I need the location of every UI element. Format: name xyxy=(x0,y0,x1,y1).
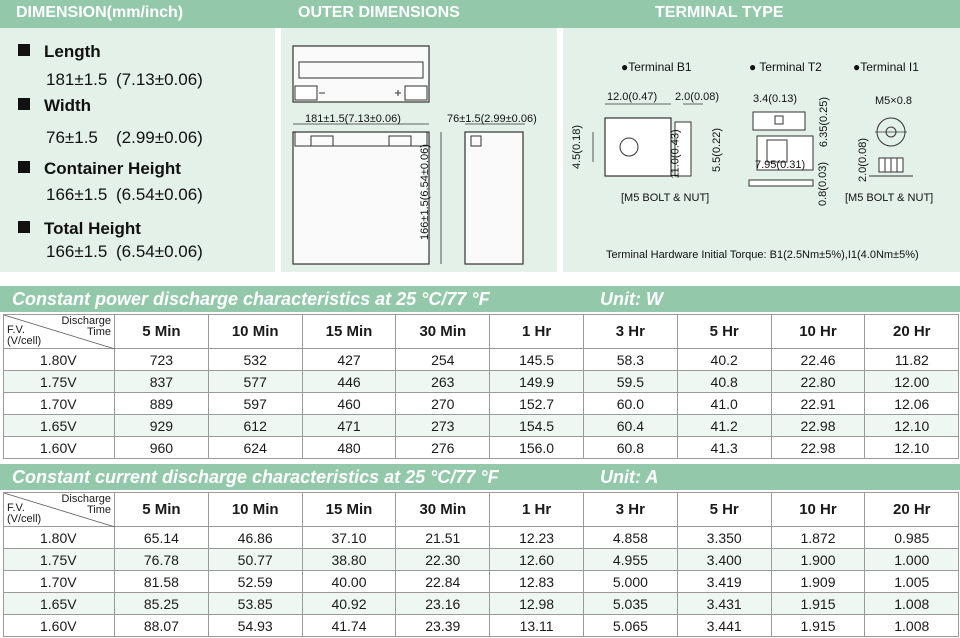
discharge-time-label: Discharge Time xyxy=(61,315,111,338)
dimension-panel xyxy=(0,28,275,272)
fv-cell: 1.80V xyxy=(4,527,115,549)
outer-dimensions-panel xyxy=(281,28,557,272)
col-header: 3 Hr xyxy=(583,493,677,527)
value-cell: 22.30 xyxy=(396,549,490,571)
col-header: 5 Min xyxy=(115,315,209,349)
value-cell: 58.3 xyxy=(583,349,677,371)
dim-total-height-label: Total Height xyxy=(18,219,141,239)
value-cell: 22.98 xyxy=(771,437,865,459)
discharge-time-label: Discharge Time xyxy=(61,493,111,516)
value-cell: 156.0 xyxy=(490,437,584,459)
value-cell: 46.86 xyxy=(208,527,302,549)
current-table xyxy=(3,492,959,637)
value-cell: 12.06 xyxy=(865,393,959,415)
value-cell: 88.07 xyxy=(115,615,209,637)
value-cell: 41.74 xyxy=(302,615,396,637)
current-corner-cell xyxy=(4,493,115,527)
value-cell: 1.008 xyxy=(865,615,959,637)
value-cell: 152.7 xyxy=(490,393,584,415)
bullet-square-icon xyxy=(18,221,30,233)
value-cell: 37.10 xyxy=(302,527,396,549)
power-header-row xyxy=(4,315,959,349)
value-cell: 270 xyxy=(396,393,490,415)
fv-cell: 1.75V xyxy=(4,371,115,393)
value-cell: 59.5 xyxy=(583,371,677,393)
value-cell: 13.11 xyxy=(490,615,584,637)
value-cell: 5.000 xyxy=(583,571,677,593)
value-cell: 254 xyxy=(396,349,490,371)
dim-width-label: Width xyxy=(18,96,91,116)
col-header: 1 Hr xyxy=(490,493,584,527)
value-cell: 40.92 xyxy=(302,593,396,615)
col-header: 10 Min xyxy=(208,315,302,349)
current-header-row xyxy=(4,493,959,527)
table-row xyxy=(4,349,959,371)
power-unit: Unit: W xyxy=(600,289,663,309)
value-cell: 12.83 xyxy=(490,571,584,593)
value-cell: 53.85 xyxy=(208,593,302,615)
value-cell: 1.005 xyxy=(865,571,959,593)
col-header: 1 Hr xyxy=(490,315,584,349)
value-cell: 612 xyxy=(208,415,302,437)
value-cell: 837 xyxy=(115,371,209,393)
table-row xyxy=(4,371,959,393)
col-header: 5 Hr xyxy=(677,493,771,527)
header-bar xyxy=(0,0,960,28)
terminal-type-panel xyxy=(563,28,960,272)
value-cell: 38.80 xyxy=(302,549,396,571)
value-cell: 276 xyxy=(396,437,490,459)
value-cell: 52.59 xyxy=(208,571,302,593)
table-row xyxy=(4,593,959,615)
value-cell: 3.441 xyxy=(677,615,771,637)
col-header: 30 Min xyxy=(396,493,490,527)
fv-cell: 1.60V xyxy=(4,437,115,459)
value-cell: 723 xyxy=(115,349,209,371)
fv-label: F.V. (V/cell) xyxy=(7,324,42,347)
value-cell: 12.10 xyxy=(865,437,959,459)
table-row xyxy=(4,549,959,571)
value-cell: 12.23 xyxy=(490,527,584,549)
value-cell: 12.60 xyxy=(490,549,584,571)
col-header: 30 Min xyxy=(396,315,490,349)
value-cell: 3.400 xyxy=(677,549,771,571)
b1-height3-label: 5.5(0.22) xyxy=(711,127,724,173)
value-cell: 22.80 xyxy=(771,371,865,393)
table-row xyxy=(4,571,959,593)
fv-cell: 1.70V xyxy=(4,393,115,415)
dim-length-value: 181±1.5 (7.13±0.06) xyxy=(46,70,203,89)
t2-width-label: 3.4(0.13) xyxy=(753,93,798,105)
table-row xyxy=(4,415,959,437)
value-cell: 0.985 xyxy=(865,527,959,549)
t2-length-label: 7.95(0.31) xyxy=(755,159,806,171)
value-cell: 22.98 xyxy=(771,415,865,437)
value-cell: 12.98 xyxy=(490,593,584,615)
value-cell: 21.51 xyxy=(396,527,490,549)
value-cell: 12.00 xyxy=(865,371,959,393)
bullet-square-icon xyxy=(18,161,30,173)
col-header: 5 Min xyxy=(115,493,209,527)
value-cell: 154.5 xyxy=(490,415,584,437)
fv-cell: 1.65V xyxy=(4,415,115,437)
value-cell: 3.419 xyxy=(677,571,771,593)
value-cell: 460 xyxy=(302,393,396,415)
value-cell: 23.39 xyxy=(396,615,490,637)
length-dimension-label: 181±1.5(7.13±0.06) xyxy=(305,113,401,125)
value-cell: 446 xyxy=(302,371,396,393)
value-cell: 22.46 xyxy=(771,349,865,371)
value-cell: 960 xyxy=(115,437,209,459)
col-header: 15 Min xyxy=(302,315,396,349)
value-cell: 597 xyxy=(208,393,302,415)
value-cell: 40.8 xyxy=(677,371,771,393)
table-row xyxy=(4,527,959,549)
value-cell: 11.82 xyxy=(865,349,959,371)
value-cell: 624 xyxy=(208,437,302,459)
value-cell: 41.3 xyxy=(677,437,771,459)
current-unit: Unit: A xyxy=(600,467,659,487)
col-header: 10 Min xyxy=(208,493,302,527)
value-cell: 4.858 xyxy=(583,527,677,549)
fv-label: F.V. (V/cell) xyxy=(7,502,42,525)
dim-total-height-value: 166±1.5 (6.54±0.06) xyxy=(46,242,203,261)
table-row xyxy=(4,615,959,637)
t2-height-label: 6.35(0.25) xyxy=(818,96,831,148)
b1-gap-label: 2.0(0.08) xyxy=(675,91,720,103)
value-cell: 76.78 xyxy=(115,549,209,571)
value-cell: 85.25 xyxy=(115,593,209,615)
col-header: 10 Hr xyxy=(771,493,865,527)
table-row xyxy=(4,437,959,459)
value-cell: 263 xyxy=(396,371,490,393)
terminal-t2-title: ● Terminal T2 xyxy=(749,60,822,74)
col-header: 15 Min xyxy=(302,493,396,527)
value-cell: 4.955 xyxy=(583,549,677,571)
current-section-title xyxy=(0,464,960,490)
dim-length-label: Length xyxy=(18,42,101,62)
width-dimension-label: 76±1.5(2.99±0.06) xyxy=(447,113,537,125)
fv-cell: 1.65V xyxy=(4,593,115,615)
terminal-type-header: TERMINAL TYPE xyxy=(655,4,784,21)
value-cell: 471 xyxy=(302,415,396,437)
height-dimension-label: 166±1.5(6.54±0.06) xyxy=(418,144,431,240)
value-cell: 1.000 xyxy=(865,549,959,571)
col-header: 20 Hr xyxy=(865,315,959,349)
i1-bolt-note: [M5 BOLT & NUT] xyxy=(845,192,934,204)
value-cell: 427 xyxy=(302,349,396,371)
terminal-i1-title: ●Terminal I1 xyxy=(853,60,919,74)
dim-container-height-value: 166±1.5 (6.54±0.06) xyxy=(46,185,203,204)
table-row xyxy=(4,393,959,415)
b1-height2-label: 11.0(0.43) xyxy=(669,129,682,179)
i1-bolt-label: M5×0.8 xyxy=(875,95,912,107)
value-cell: 1.915 xyxy=(771,615,865,637)
fv-cell: 1.80V xyxy=(4,349,115,371)
b1-height-label: 4.5(0.18) xyxy=(571,124,584,170)
value-cell: 889 xyxy=(115,393,209,415)
value-cell: 22.84 xyxy=(396,571,490,593)
value-cell: 22.91 xyxy=(771,393,865,415)
torque-note: Terminal Hardware Initial Torque: B1(2.5Nm±5%),I1(4.0Nm±5%) xyxy=(606,249,919,261)
value-cell: 145.5 xyxy=(490,349,584,371)
value-cell: 41.0 xyxy=(677,393,771,415)
b1-bolt-note: [M5 BOLT & NUT] xyxy=(621,192,710,204)
value-cell: 23.16 xyxy=(396,593,490,615)
value-cell: 3.431 xyxy=(677,593,771,615)
fv-cell: 1.70V xyxy=(4,571,115,593)
dim-container-height-label: Container Height xyxy=(18,159,181,179)
value-cell: 40.2 xyxy=(677,349,771,371)
bullet-square-icon xyxy=(18,44,30,56)
outer-dimensions-header: OUTER DIMENSIONS xyxy=(298,4,460,21)
value-cell: 5.035 xyxy=(583,593,677,615)
value-cell: 929 xyxy=(115,415,209,437)
current-title: Constant current discharge characteristics at 25 °C/77 °F xyxy=(12,467,499,487)
col-header: 3 Hr xyxy=(583,315,677,349)
value-cell: 1.900 xyxy=(771,549,865,571)
value-cell: 149.9 xyxy=(490,371,584,393)
col-header: 5 Hr xyxy=(677,315,771,349)
power-title: Constant power discharge characteristics at 25 °C/77 °F xyxy=(12,289,490,309)
terminal-b1-title: ●Terminal B1 xyxy=(621,60,692,74)
value-cell: 81.58 xyxy=(115,571,209,593)
value-cell: 41.2 xyxy=(677,415,771,437)
col-header: 20 Hr xyxy=(865,493,959,527)
power-table xyxy=(3,314,959,459)
dim-width-value: 76±1.5 (2.99±0.06) xyxy=(46,128,203,147)
value-cell: 65.14 xyxy=(115,527,209,549)
value-cell: 3.350 xyxy=(677,527,771,549)
value-cell: 480 xyxy=(302,437,396,459)
bullet-square-icon xyxy=(18,98,30,110)
value-cell: 54.93 xyxy=(208,615,302,637)
value-cell: 1.909 xyxy=(771,571,865,593)
fv-cell: 1.60V xyxy=(4,615,115,637)
b1-width-label: 12.0(0.47) xyxy=(607,91,658,103)
value-cell: 577 xyxy=(208,371,302,393)
value-cell: 60.8 xyxy=(583,437,677,459)
dimension-header: DIMENSION(mm/inch) xyxy=(16,4,184,21)
value-cell: 60.4 xyxy=(583,415,677,437)
value-cell: 273 xyxy=(396,415,490,437)
value-cell: 5.065 xyxy=(583,615,677,637)
power-corner-cell xyxy=(4,315,115,349)
value-cell: 40.00 xyxy=(302,571,396,593)
value-cell: 12.10 xyxy=(865,415,959,437)
power-section-title xyxy=(0,286,960,312)
value-cell: 1.872 xyxy=(771,527,865,549)
fv-cell: 1.75V xyxy=(4,549,115,571)
col-header: 10 Hr xyxy=(771,315,865,349)
value-cell: 50.77 xyxy=(208,549,302,571)
value-cell: 532 xyxy=(208,349,302,371)
i1-height-label: 2.0(0.08) xyxy=(857,137,870,183)
value-cell: 1.915 xyxy=(771,593,865,615)
value-cell: 60.0 xyxy=(583,393,677,415)
t2-thickness-label: 0.8(0.03) xyxy=(817,161,830,207)
value-cell: 1.008 xyxy=(865,593,959,615)
